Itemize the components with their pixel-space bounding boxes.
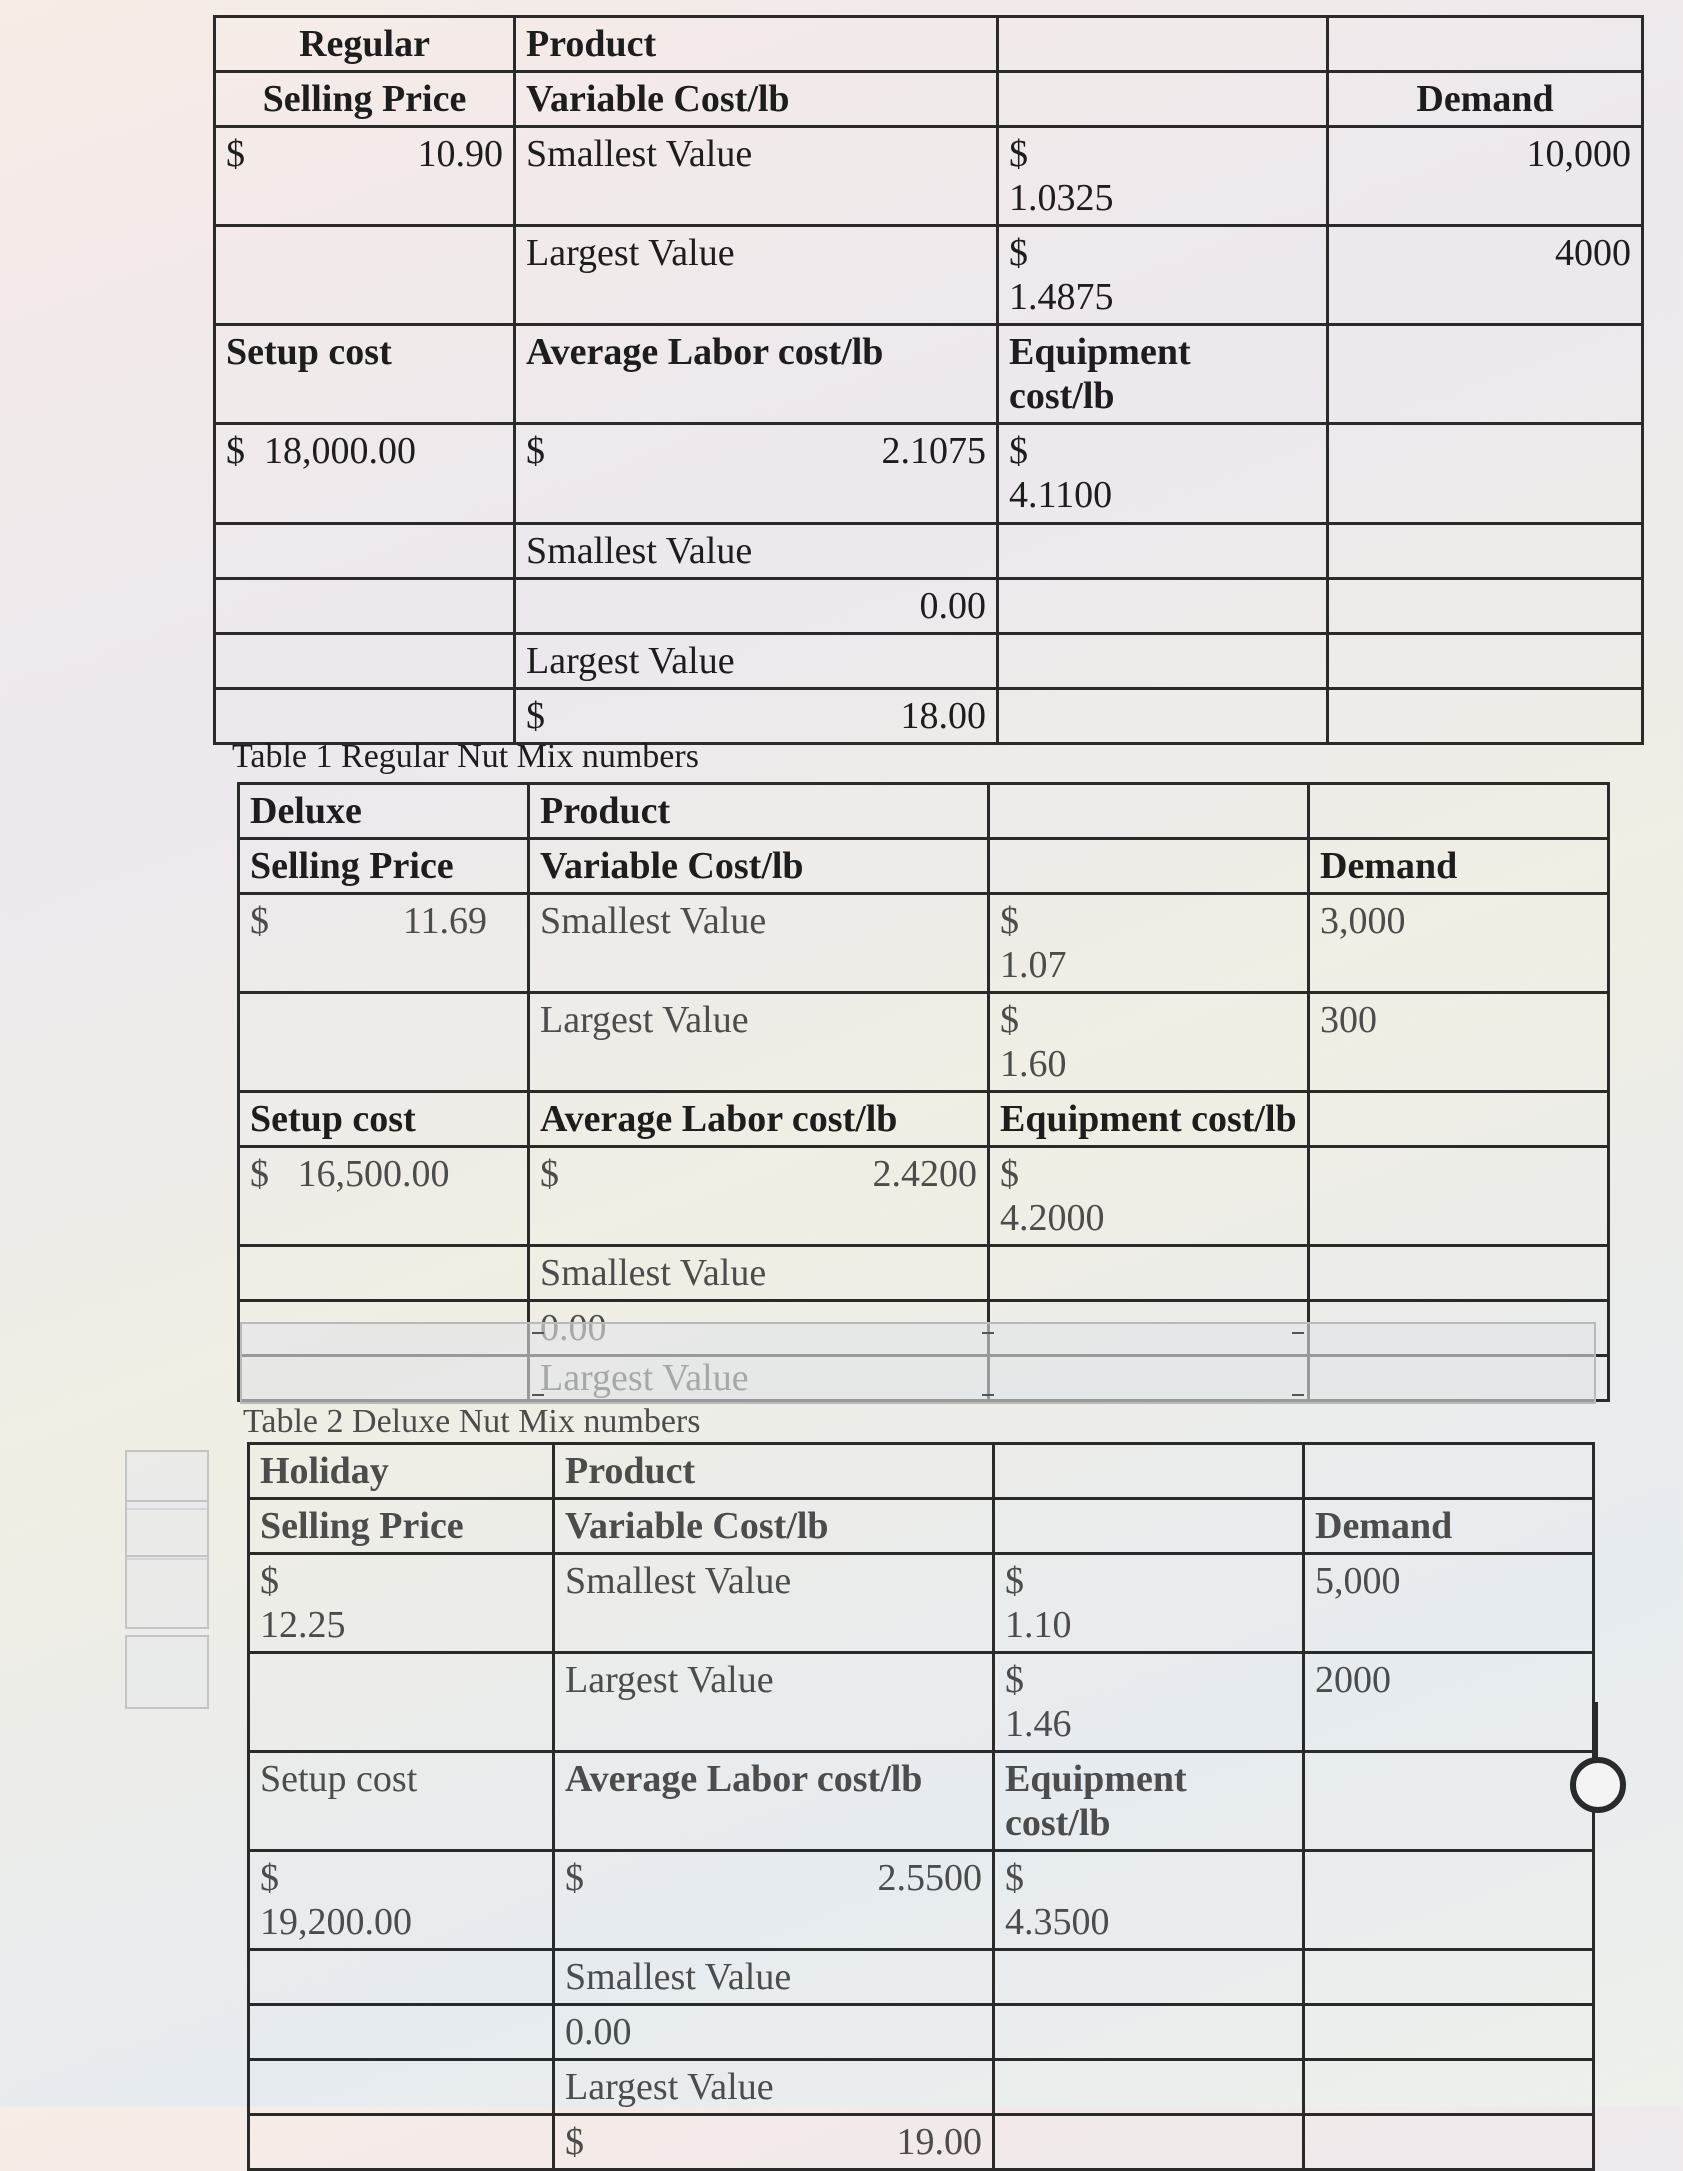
rotation-handle-line bbox=[1595, 1702, 1598, 1760]
table-row bbox=[239, 993, 1609, 1092]
table-row bbox=[239, 839, 1609, 894]
table-cell bbox=[1328, 689, 1643, 744]
resize-handle bbox=[1292, 1332, 1304, 1396]
table-row bbox=[249, 1499, 1594, 1554]
table-row bbox=[249, 1752, 1594, 1851]
table-row bbox=[249, 2060, 1594, 2115]
table-cell bbox=[1309, 1246, 1609, 1301]
smallest-cost-cell: $ 1.07 bbox=[989, 894, 1309, 993]
ghost-cell bbox=[125, 1635, 209, 1709]
table-cell: Setup cost bbox=[215, 325, 515, 424]
table-row bbox=[239, 784, 1609, 839]
table-cell: Smallest Value bbox=[515, 127, 998, 226]
equipment-label-cell: Equipment cost/lb bbox=[994, 1752, 1304, 1851]
table-cell bbox=[989, 1246, 1309, 1301]
setup-cost-cell: $ 16,500.00 bbox=[239, 1147, 529, 1246]
table-cell bbox=[1304, 1752, 1594, 1851]
table-cell: Smallest Value bbox=[515, 524, 998, 579]
table-cell bbox=[239, 993, 529, 1092]
table-row bbox=[249, 1554, 1594, 1653]
table-cell: Smallest Value bbox=[554, 1554, 994, 1653]
table-header-cell: Product bbox=[554, 1444, 994, 1499]
table-cell: 0.00 bbox=[554, 2005, 994, 2060]
table-cell: Average Labor cost/lb bbox=[529, 1092, 989, 1147]
ghost-cell bbox=[125, 1555, 209, 1629]
deluxe-nut-mix-table bbox=[237, 782, 1610, 1402]
table-cell: Largest Value bbox=[515, 226, 998, 325]
resize-handle bbox=[982, 1332, 994, 1396]
table-cell bbox=[239, 1246, 529, 1301]
demand-cell: 3,000 bbox=[1309, 894, 1609, 993]
table-cell bbox=[1328, 634, 1643, 689]
table-cell: Smallest Value bbox=[529, 894, 989, 993]
table-cell bbox=[1328, 325, 1643, 424]
table-cell bbox=[1309, 1147, 1609, 1246]
table-cell: Setup cost bbox=[239, 1092, 529, 1147]
table-header-cell: Regular bbox=[215, 17, 515, 72]
equipment-label-cell: Equipment cost/lb bbox=[998, 325, 1328, 424]
table-cell bbox=[249, 2060, 554, 2115]
table-cell bbox=[994, 2115, 1304, 2170]
table-header-cell: Selling Price bbox=[215, 72, 515, 127]
smallest-cost-cell: $ 1.10 bbox=[994, 1554, 1304, 1653]
table-cell bbox=[1304, 2115, 1594, 2170]
table-header-cell: Variable Cost/lb bbox=[554, 1499, 994, 1554]
table-header-cell: Selling Price bbox=[249, 1499, 554, 1554]
labor-cost-cell: $ 2.5500 bbox=[554, 1851, 994, 1950]
table-row bbox=[249, 2115, 1594, 2170]
table-cell: Largest Value bbox=[529, 993, 989, 1092]
table-row bbox=[215, 524, 1643, 579]
labor-cost-cell: $ 2.1075 bbox=[515, 424, 998, 524]
resize-handle bbox=[532, 1332, 544, 1396]
table-cell bbox=[1309, 1092, 1609, 1147]
demand-cell: 300 bbox=[1309, 993, 1609, 1092]
table-cell bbox=[249, 1950, 554, 2005]
table-cell bbox=[215, 524, 515, 579]
table-cell bbox=[1304, 1950, 1594, 2005]
table-cell: Largest Value bbox=[554, 2060, 994, 2115]
table-row bbox=[239, 894, 1609, 993]
table-cell bbox=[1304, 2060, 1594, 2115]
table-cell bbox=[998, 524, 1328, 579]
equipment-cost-cell: $ 4.3500 bbox=[994, 1851, 1304, 1950]
table-cell bbox=[998, 17, 1328, 72]
table-header-cell: Demand bbox=[1309, 839, 1609, 894]
setup-cost-cell: $ 19,200.00 bbox=[249, 1851, 554, 1950]
table-cell bbox=[994, 2060, 1304, 2115]
demand-cell: 5,000 bbox=[1304, 1554, 1594, 1653]
table-caption: Table 1 Regular Nut Mix numbers bbox=[232, 738, 699, 775]
table-cell bbox=[994, 1499, 1304, 1554]
table-cell bbox=[1328, 424, 1643, 524]
table-caption: Table 2 Deluxe Nut Mix numbers bbox=[243, 1403, 701, 1440]
table-cell: Largest Value bbox=[554, 1653, 994, 1752]
table-cell: $ 18.00 bbox=[515, 689, 998, 744]
overlay-strip bbox=[240, 1322, 1596, 1404]
table-cell bbox=[249, 1653, 554, 1752]
table-row bbox=[215, 634, 1643, 689]
selling-price-cell: $ 12.25 bbox=[249, 1554, 554, 1653]
selling-price-cell: $ 10.90 bbox=[215, 127, 515, 226]
table-row bbox=[215, 17, 1643, 72]
table-cell bbox=[998, 579, 1328, 634]
demand-cell: 10,000 bbox=[1328, 127, 1643, 226]
equipment-label-cell: Equipment cost/lb bbox=[989, 1092, 1309, 1147]
regular-nut-mix-table bbox=[213, 15, 1644, 745]
table-cell bbox=[994, 2005, 1304, 2060]
table-cell bbox=[994, 1444, 1304, 1499]
table-cell bbox=[249, 2005, 554, 2060]
table-header-cell: Variable Cost/lb bbox=[515, 72, 998, 127]
table-header-cell: Holiday bbox=[249, 1444, 554, 1499]
table-cell: 0.00 bbox=[515, 579, 998, 634]
table-row bbox=[215, 579, 1643, 634]
table-cell: Smallest Value bbox=[529, 1246, 989, 1301]
table-row bbox=[249, 1444, 1594, 1499]
table-row bbox=[239, 1092, 1609, 1147]
table-row bbox=[249, 1851, 1594, 1950]
table-row bbox=[215, 689, 1643, 744]
table-row bbox=[215, 127, 1643, 226]
table-cell bbox=[1328, 17, 1643, 72]
table-cell bbox=[989, 839, 1309, 894]
largest-cost-cell: $ 1.4875 bbox=[998, 226, 1328, 325]
demand-cell: 2000 bbox=[1304, 1653, 1594, 1752]
table-row bbox=[249, 2005, 1594, 2060]
table-cell bbox=[215, 634, 515, 689]
table-cell bbox=[998, 689, 1328, 744]
table-row bbox=[215, 424, 1643, 524]
table-row bbox=[215, 325, 1643, 424]
setup-cost-cell: $ 18,000.00 bbox=[215, 424, 515, 524]
table-header-cell: Product bbox=[515, 17, 998, 72]
equipment-cost-cell: $ 4.1100 bbox=[998, 424, 1328, 524]
table-row bbox=[239, 1147, 1609, 1246]
table-cell bbox=[1328, 579, 1643, 634]
largest-cost-cell: $ 1.60 bbox=[989, 993, 1309, 1092]
table-cell: Largest Value bbox=[515, 634, 998, 689]
table-cell: Average Labor cost/lb bbox=[554, 1752, 994, 1851]
table-header-cell: Product bbox=[529, 784, 989, 839]
table-header-cell: Selling Price bbox=[239, 839, 529, 894]
smallest-cost-cell: $ 1.0325 bbox=[998, 127, 1328, 226]
table-row bbox=[249, 1653, 1594, 1752]
table-row bbox=[215, 226, 1643, 325]
holiday-nut-mix-table bbox=[247, 1442, 1595, 2171]
table-row bbox=[249, 1950, 1594, 2005]
table-cell bbox=[1304, 1444, 1594, 1499]
demand-cell: 4000 bbox=[1328, 226, 1643, 325]
equipment-cost-cell: $ 4.2000 bbox=[989, 1147, 1309, 1246]
table-cell: $ 19.00 bbox=[554, 2115, 994, 2170]
table-row bbox=[215, 72, 1643, 127]
table-cell bbox=[994, 1950, 1304, 2005]
largest-cost-cell: $ 1.46 bbox=[994, 1653, 1304, 1752]
table-cell bbox=[249, 2115, 554, 2170]
table-cell bbox=[215, 579, 515, 634]
rotation-handle[interactable] bbox=[1570, 1757, 1626, 1813]
table-cell bbox=[989, 784, 1309, 839]
table-cell bbox=[215, 689, 515, 744]
table-header-cell: Variable Cost/lb bbox=[529, 839, 989, 894]
selling-price-cell: $ 11.69 bbox=[239, 894, 529, 993]
table-cell: Smallest Value bbox=[554, 1950, 994, 2005]
table-cell bbox=[1304, 2005, 1594, 2060]
table-cell bbox=[1328, 524, 1643, 579]
table-cell bbox=[215, 226, 515, 325]
table-cell bbox=[998, 72, 1328, 127]
ghost-cell bbox=[125, 1500, 209, 1560]
table-cell: Average Labor cost/lb bbox=[515, 325, 998, 424]
table-header-cell: Demand bbox=[1328, 72, 1643, 127]
table-cell bbox=[1304, 1851, 1594, 1950]
table-cell bbox=[998, 634, 1328, 689]
table-cell: Setup cost bbox=[249, 1752, 554, 1851]
table-cell bbox=[1309, 784, 1609, 839]
table-header-cell: Deluxe bbox=[239, 784, 529, 839]
table-header-cell: Demand bbox=[1304, 1499, 1594, 1554]
labor-cost-cell: $ 2.4200 bbox=[529, 1147, 989, 1246]
table-row bbox=[239, 1246, 1609, 1301]
